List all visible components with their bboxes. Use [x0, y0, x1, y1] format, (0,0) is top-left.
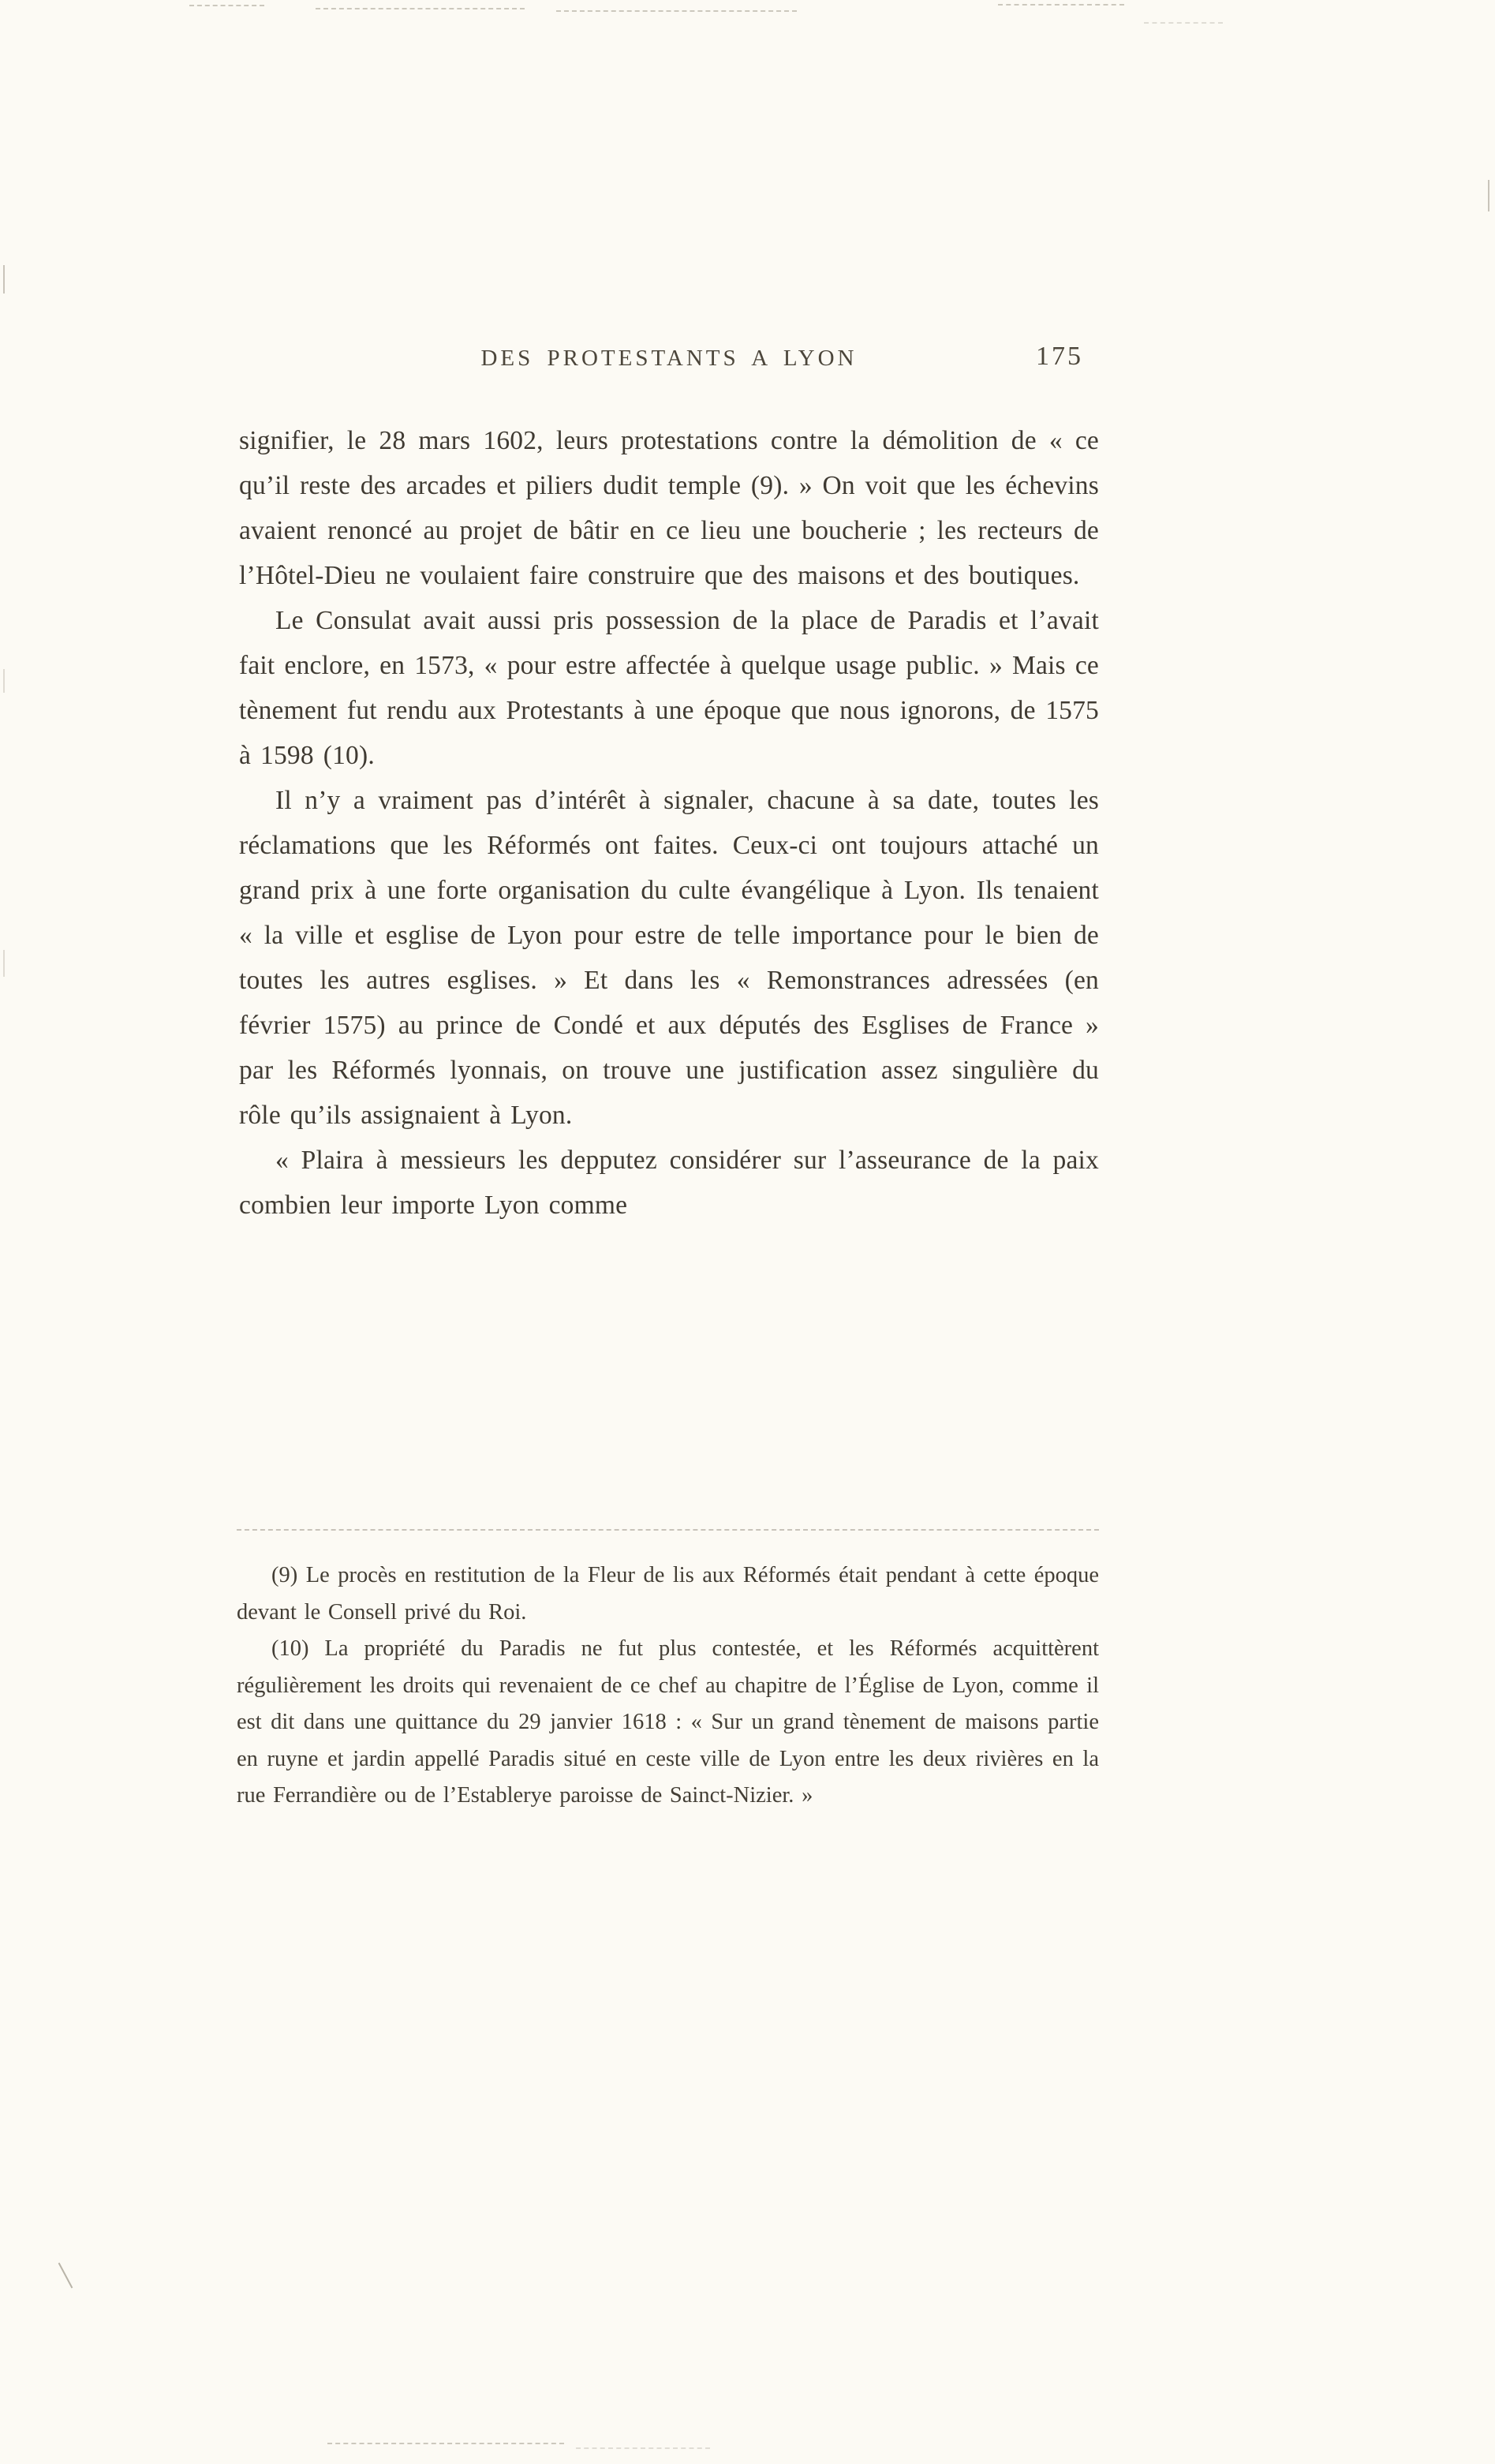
scan-artifact-edge-tick [3, 669, 5, 693]
scan-artifact-bottom-dash [576, 2447, 710, 2449]
scan-artifact-bottom-dash [327, 2443, 564, 2444]
scan-artifact-edge-tick [3, 950, 5, 977]
footnotes-section [237, 1557, 1099, 1815]
paragraph: signifier, le 28 mars 1602, leurs protestations contre la démolition de « ce qu’il reste des arcades et piliers dudit temple (9). » On voit que les échevins avaient renoncé au projet de bâtir en ce lieu une boucherie ; les recteurs de l’Hôtel-Dieu ne voulaient faire construire que des maisons et des boutiques. [239, 426, 1099, 590]
footnote-separator [237, 1529, 1099, 1531]
scan-artifact-edge-tick [3, 265, 5, 294]
scan-artifact-pen-mark [58, 2263, 73, 2289]
scan-artifact-top-dash [556, 10, 797, 12]
page-number: 175 [1036, 342, 1083, 371]
scan-artifact-edge-tick [1488, 180, 1489, 211]
page-header [239, 342, 1099, 372]
scan-artifact-top-dash [998, 4, 1124, 6]
paragraph: « Plaira à messieurs les depputez considérer sur l’asseurance de la paix combien leur importe Lyon comme [239, 1146, 1099, 1220]
main-text-block [239, 418, 1099, 1228]
running-title: DES PROTESTANTS A LYON [480, 346, 858, 371]
scan-artifact-top-dash [316, 8, 525, 9]
scan-artifact-top-dash [1144, 22, 1223, 24]
footnote: (9) Le procès en restitution de la Fleur de lis aux Réformés était pendant à cette époque devant le Consell privé du Roi. [237, 1563, 1099, 1625]
paragraph: Il n’y a vraiment pas d’intérêt à signaler, chacune à sa date, toutes les réclamations que les Réformés ont faites. Ceux-ci ont toujours attaché un grand prix à une forte organisation du culte évangélique à Lyon. Ils tenaient « la ville et esglise de Lyon pour estre de telle importance pour le bien de toutes les autres esglises. » Et dans les « Remonstrances adressées (en février 1575) au prince de Condé et aux députés des Esglises de France » par les Réformés lyonnais, on trouve une justification assez singulière du rôle qu’ils assignaient à Lyon. [239, 786, 1099, 1130]
scan-artifact-top-dash [189, 5, 264, 6]
paragraph: Le Consulat avait aussi pris possession de la place de Paradis et l’avait fait enclore, en 1573, « pour estre affectée à quelque usage public. » Mais ce tènement fut rendu aux Protestants à une époque que nous ignorons, de 1575 à 1598 (10). [239, 606, 1099, 770]
footnote: (10) La propriété du Paradis ne fut plus contestée, et les Réformés acquittèrent régulièrement les droits qui revenaient de ce chef au chapitre de l’Église de Lyon, comme il est dit dans une quittance du 29 janvier 1618 : « Sur un grand tènement de maisons partie en ruyne et jardin appellé Paradis situé en ceste ville de Lyon entre les deux rivières en la rue Ferrandière ou de l’Establerye paroisse de Sainct-Nizier. » [237, 1636, 1099, 1808]
